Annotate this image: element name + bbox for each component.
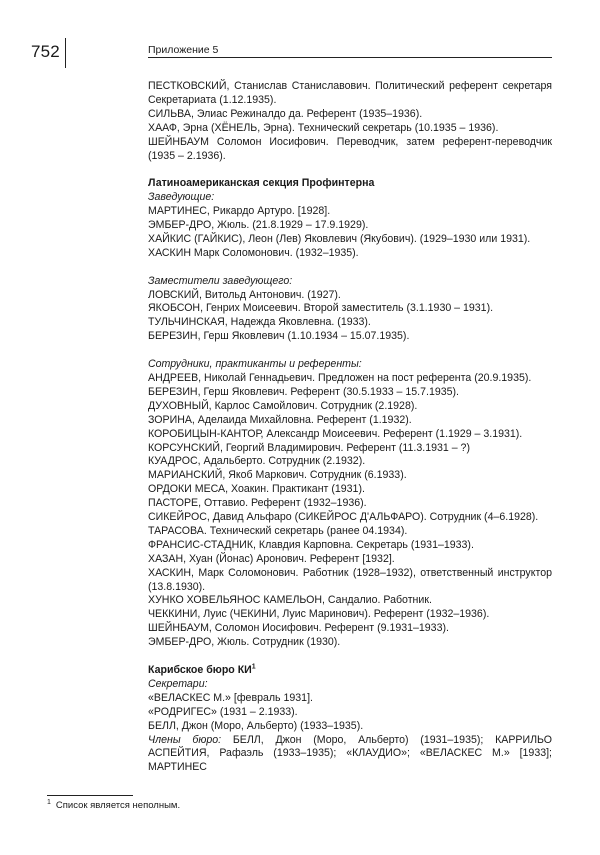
list-item: КУАДРОС, Адальберто. Сотрудник (2.1932).: [148, 455, 366, 468]
section-heading-text: Карибское бюро КИ: [148, 664, 252, 676]
list-item: КОРСУНСКИЙ, Георгий Владимирович. Референт (11.3.1931 – ?): [148, 441, 470, 454]
list-item: ТАРАСОВА. Технический секретарь (ранее 04.1934).: [148, 524, 408, 537]
list-item: ШЕЙНБАУМ, Соломон Иосифович. Референт (9.1931–1933).: [148, 622, 449, 635]
subheading-secretaries: Секретари:: [148, 677, 208, 690]
list-item: ХАЙКИС (ГАЙКИС), Леон (Лев) Яковлевич (Якубович). (1929–1930 или 1931).: [148, 232, 531, 245]
list-item: ЛОВСКИЙ, Витольд Антонович. (1927).: [148, 288, 341, 301]
list-item: МАРТИНЕС, Рикардо Артуро. [1928].: [148, 205, 331, 218]
footnote-reference: 1: [251, 663, 256, 671]
list-item: ЯКОБСОН, Генрих Моисеевич. Второй заместитель (3.1.1930 – 1931).: [148, 302, 494, 315]
subheading-staff: Сотрудники, практиканты и референты:: [148, 358, 362, 371]
footnote: [47, 799, 180, 811]
list-item: АНДРЕЕВ, Николай Геннадьевич. Предложен на пост референта (20.9.1935).: [148, 371, 532, 384]
list-item: ФРАНСИС-СТАДНИК, Клавдия Карповна. Секретарь (1931–1933).: [148, 538, 474, 551]
members-paragraph: [148, 734, 552, 776]
section-heading-caribbean: [148, 664, 552, 678]
footnote-divider: [47, 795, 133, 796]
section-heading-latin-america: Латиноамериканская секция Профинтерна: [148, 177, 375, 190]
list-item: ЭМБЕР-ДРО, Жюль. (21.8.1929 – 17.9.1929).: [148, 219, 369, 232]
list-item: СИЛЬВА, Элиас Режиналдо да. Референт (1935–1936).: [148, 107, 423, 120]
footnote-text: Список является неполным.: [55, 800, 181, 812]
header-divider-vertical: [65, 38, 66, 68]
spacer: [148, 261, 552, 275]
list-item: КОРОБИЦЫН-КАНТОР, Александр Моисеевич. Референт (1.1929 – 3.1931).: [148, 427, 523, 440]
list-item: «ВЕЛАСКЕС М.» [февраль 1931].: [148, 691, 313, 704]
body-text: [148, 80, 552, 775]
page-number: 752: [31, 42, 60, 61]
spacer: [148, 650, 552, 664]
list-item: БЕРЕЗИН, Герш Яковлевич. Референт (30.5.1933 – 15.7.1935).: [148, 385, 459, 398]
footnote-mark: 1: [47, 799, 51, 806]
running-header-title: Приложение 5: [148, 44, 219, 56]
members-label: Члены бюро:: [148, 733, 222, 746]
list-item: ХААФ, Эрна (ХЁНЕЛЬ, Эрна). Технический секретарь (10.1935 – 1936).: [148, 121, 499, 134]
list-item: ЧЕККИНИ, Луис (ЧЕКИНИ, Луис Маринович). Референт (1932–1936).: [148, 608, 490, 621]
header-divider-horizontal: [148, 57, 552, 58]
list-item: ХАСКИН Марк Соломонович. (1932–1935).: [148, 246, 359, 259]
list-item: БЕЛЛ, Джон (Моро, Альберто) (1933–1935).: [148, 719, 364, 732]
list-item: ДУХОВНЫЙ, Карлос Самойлович. Сотрудник (2.1928).: [148, 399, 418, 412]
list-item: МАРИАНСКИЙ, Якоб Маркович. Сотрудник (6.1933).: [148, 469, 407, 482]
list-item: ПЕСТКОВСКИЙ, Станислав Станиславович. Политический референт секретаря Секретариата (1.12.1935).: [148, 80, 552, 106]
list-item: ЗОРИНА, Аделаида Михайловна. Референт (1.1932).: [148, 413, 412, 426]
list-item: ТУЛЬЧИНСКАЯ, Надежда Яковлевна. (1933).: [148, 316, 371, 329]
list-item: СИКЕЙРОС, Давид Альфаро (СИКЕЙРОС Д'АЛЬФАРО). Сотрудник (4–6.1928).: [148, 511, 539, 524]
list-item: «РОДРИГЕС» (1931 – 2.1933).: [148, 705, 298, 718]
list-item: ХАСКИН, Марк Соломонович. Работник (1928–1932), ответственный инструктор (13.8.1930).: [148, 566, 552, 593]
list-item: ЭМБЕР-ДРО, Жюль. Сотрудник (1930).: [148, 636, 341, 649]
spacer: [148, 163, 552, 177]
list-item: ПАСТОРЕ, Оттавио. Референт (1932–1936).: [148, 497, 367, 510]
members-text: БЕЛЛ, Джон (Моро, Альберто) (1931–1935); КАРРИЛЬО АСПЕЙТИЯ, Рафаэль (1933–1935); «КЛАУДИО»; «ВЕЛАСКЕС М.» [1933]; МАРТИНЕС: [148, 733, 552, 774]
subheading-deputies: Заместители заведующего:: [148, 274, 293, 287]
list-item: ШЕЙНБАУМ Соломон Иосифович. Переводчик, затем референт-переводчик (1935 – 2.1936).: [148, 135, 552, 162]
subheading-heads: Заведующие:: [148, 191, 215, 204]
list-item: ХАЗАН, Хуан (Йонас) Аронович. Референт [1932].: [148, 552, 395, 565]
spacer: [148, 344, 552, 358]
list-item: ОРДОКИ МЕСА, Хоакин. Практикант (1931).: [148, 483, 365, 496]
list-item: БЕРЕЗИН, Герш Яковлевич (1.10.1934 – 15.07.1935).: [148, 330, 410, 343]
list-item: ХУНКО ХОВЕЛЬЯНОС КАМЕЛЬОН, Сандалио. Работник.: [148, 594, 432, 607]
